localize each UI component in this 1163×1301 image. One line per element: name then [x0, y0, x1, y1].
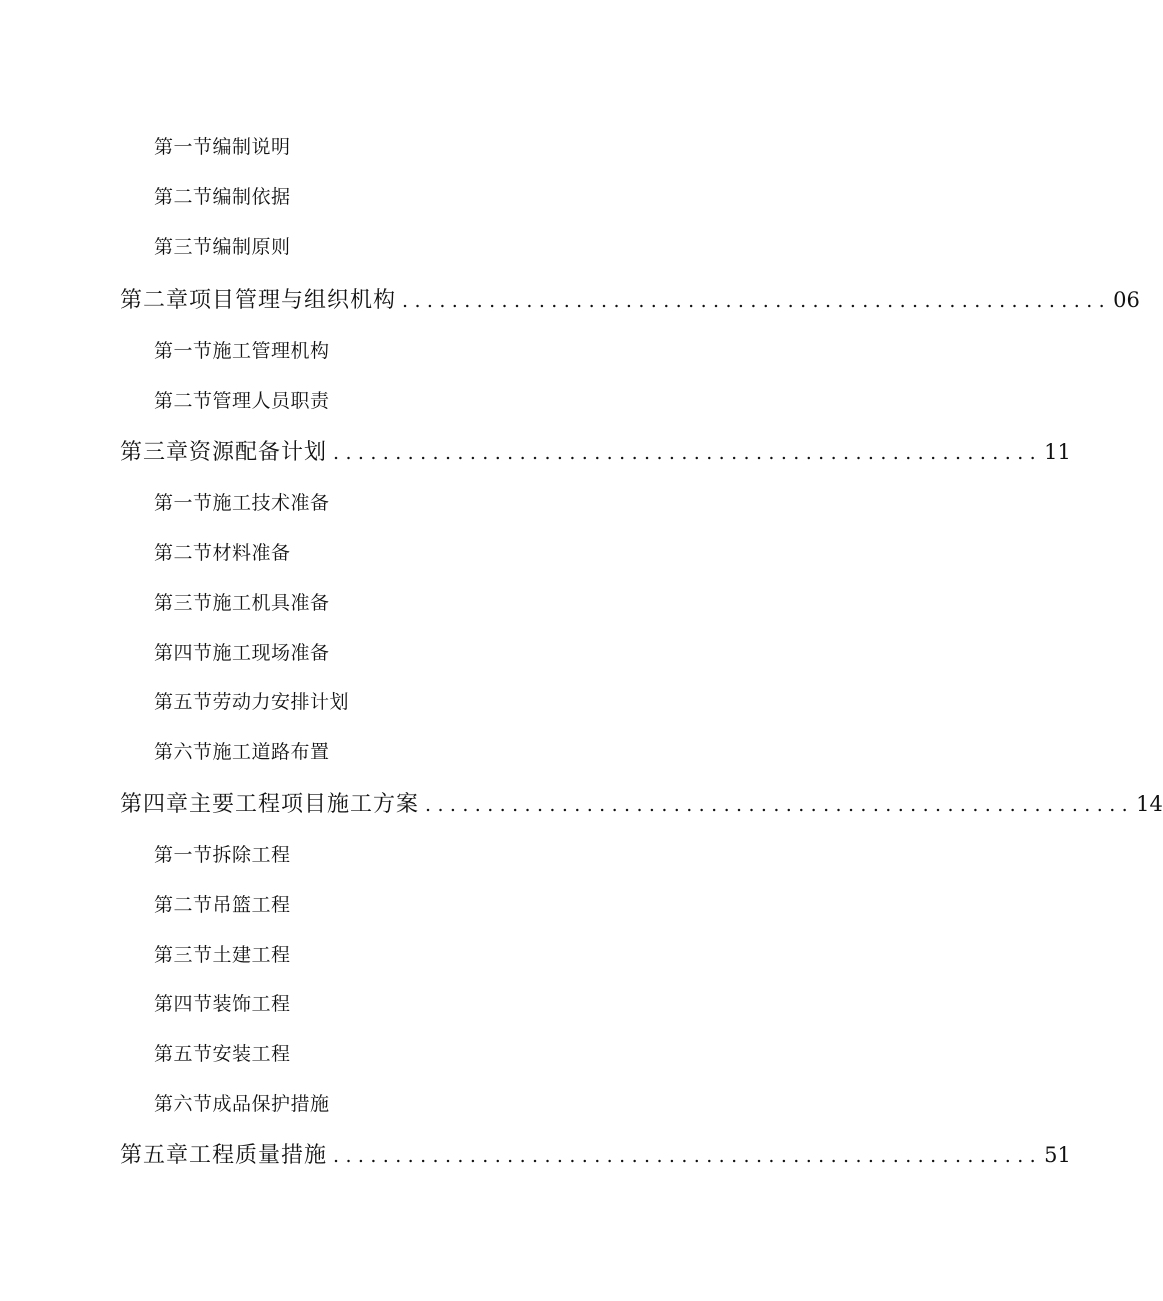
chapter-title: 第二章项目管理与组织机构: [120, 288, 397, 313]
dot-leader: .........................................................: [333, 1145, 1043, 1167]
toc-section-entry: 第二节吊篮工程: [154, 894, 291, 916]
toc-section-entry: 第一节拆除工程: [154, 844, 291, 866]
toc-chapter-entry: [120, 286, 1140, 315]
toc-section-entry: 第六节成品保护措施: [154, 1093, 330, 1115]
toc-chapter-entry: [120, 1141, 1071, 1170]
chapter-title: 第三章资源配备计划: [120, 440, 328, 465]
toc-section-entry: 第五节安装工程: [154, 1043, 291, 1065]
toc-section-entry: 第五节劳动力安排计划: [154, 691, 350, 713]
dot-leader: .........................................................: [425, 794, 1135, 816]
toc-section-entry: 第六节施工道路布置: [154, 741, 330, 763]
toc-section-entry: 第一节施工技术准备: [154, 492, 330, 514]
toc-section-entry: 第三节编制原则: [154, 236, 291, 258]
toc-section-entry: 第二节材料准备: [154, 542, 291, 564]
page-number: 11: [1044, 440, 1071, 464]
toc-section-entry: 第三节土建工程: [154, 944, 291, 966]
toc-chapter-entry: [120, 438, 1071, 467]
page-number: 51: [1044, 1143, 1071, 1167]
toc-section-entry: 第二节管理人员职责: [154, 390, 330, 412]
chapter-title: 第四章主要工程项目施工方案: [120, 792, 420, 817]
toc-section-entry: 第四节装饰工程: [154, 993, 291, 1015]
toc-section-entry: 第一节施工管理机构: [154, 340, 330, 362]
page-number: 06: [1113, 288, 1140, 312]
dot-leader: .........................................................: [402, 290, 1112, 312]
page-number: 14: [1136, 792, 1163, 816]
toc-section-entry: 第四节施工现场准备: [154, 642, 330, 664]
dot-leader: .........................................................: [333, 442, 1043, 464]
toc-section-entry: 第二节编制依据: [154, 186, 291, 208]
toc-chapter-entry: [120, 790, 1163, 819]
toc-section-entry: 第三节施工机具准备: [154, 592, 330, 614]
toc-section-entry: 第一节编制说明: [154, 136, 291, 158]
chapter-title: 第五章工程质量措施: [120, 1143, 328, 1168]
